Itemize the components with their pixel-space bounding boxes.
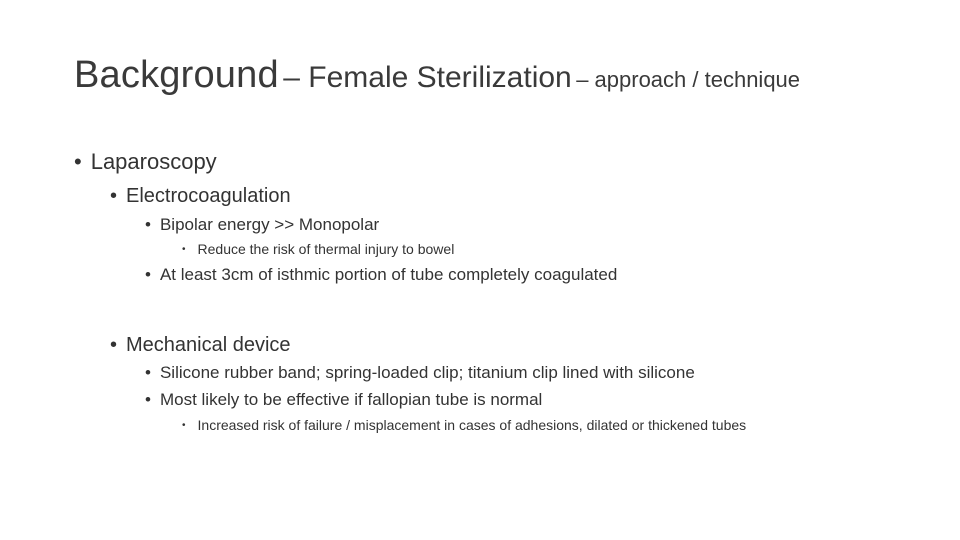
bullet-dot: • [145,265,151,284]
title-approach: – approach / technique [576,67,801,92]
bullet-text: Bipolar energy >> Monopolar [159,215,380,234]
bullet-thermal-injury [182,242,454,256]
bullet-dot: • [182,420,186,431]
bullet-text: Electrocoagulation [126,185,291,207]
bullet-text: Reduce the risk of thermal injury to bowel [197,241,455,257]
bullet-dot: • [74,149,82,174]
bullet-dot: • [145,363,151,382]
title-main: Background [74,54,279,96]
bullet-dot: • [110,185,118,207]
bullet-isthmic-portion [145,266,617,283]
bullet-effective-normal [145,391,542,408]
title-subject: – Female Sterilization [283,61,572,94]
bullet-text: Laparoscopy [90,149,217,174]
bullet-dot: • [145,390,151,409]
bullet-mechanical-device [110,335,291,355]
bullet-text: Increased risk of failure / misplacement in cases of adhesions, dilated or thickened tubes [197,417,747,433]
bullet-text: Most likely to be effective if fallopian tube is normal [159,390,543,409]
bullet-laparoscopy [74,151,217,173]
bullet-text: Mechanical device [126,334,291,356]
bullet-dot: • [110,334,118,356]
bullet-dot: • [182,244,186,255]
bullet-text: At least 3cm of isthmic portion of tube completely coagulated [159,265,618,284]
bullet-silicone-band [145,364,695,381]
bullet-bipolar-energy [145,216,379,233]
slide-title [74,56,800,94]
bullet-dot: • [145,215,151,234]
bullet-failure-risk [182,418,746,432]
bullet-electrocoagulation [110,186,291,206]
bullet-text: Silicone rubber band; spring-loaded clip; titanium clip lined with silicone [159,363,695,382]
